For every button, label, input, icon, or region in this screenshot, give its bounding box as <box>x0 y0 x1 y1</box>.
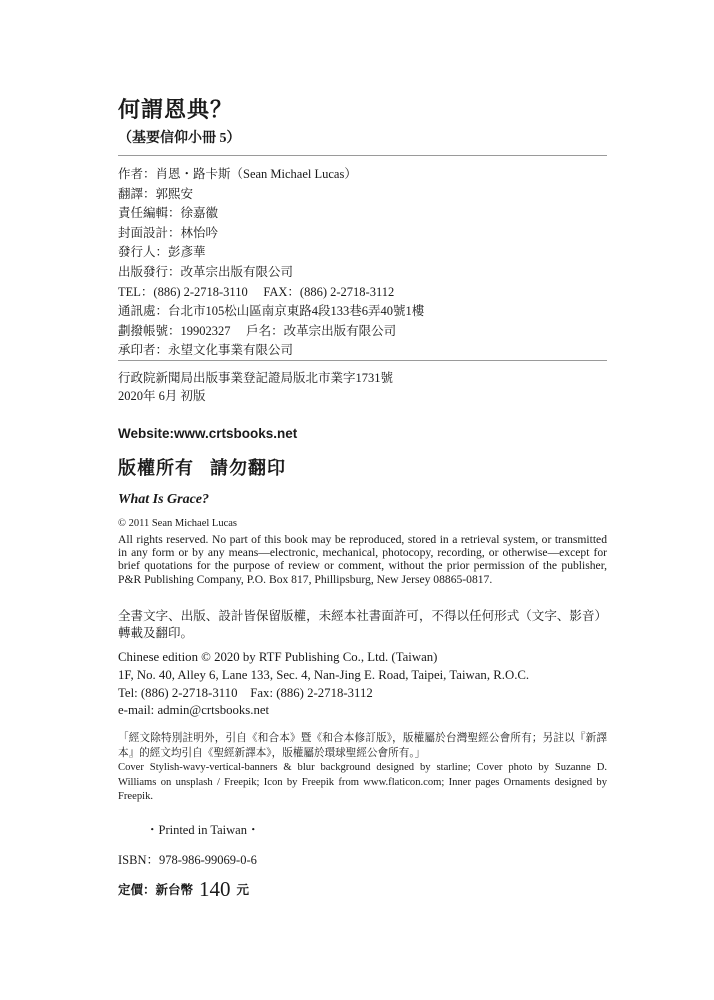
scripture-note: 「經文除特別註明外，引自《和合本》暨《和合本修訂版》，版權屬於台灣聖經公會所有；另註以『新譯本』的經文均引自《聖經新譯本》，版權屬於環球聖經公會所有。」 <box>118 733 607 759</box>
chinese-edition-email[interactable]: e-mail: admin@crtsbooks.net <box>118 703 270 718</box>
registration-license: 行政院新聞局出版事業登記證局版北市業字1731號 <box>118 371 394 385</box>
website-link[interactable]: Website:www.crtsbooks.net <box>118 426 298 441</box>
credit-address: 通訊處：台北市105松山區南京東路4段133巷6弄40號1樓 <box>118 304 425 319</box>
credit-printer: 承印者：永望文化事業有限公司 <box>118 343 294 358</box>
chinese-edition-block <box>118 649 529 720</box>
price-line <box>118 877 249 902</box>
credit-translator: 翻譯：郭熙安 <box>118 186 194 201</box>
price-amount: 140 <box>199 877 231 901</box>
credit-publisher: 出版發行：改革宗出版有限公司 <box>118 264 294 279</box>
divider-top <box>118 155 607 156</box>
isbn-line: ISBN：978-986-99069-0-6 <box>118 853 257 867</box>
rights-left: 版權所有 <box>118 458 194 478</box>
registration-edition: 2020年 6月 初版 <box>118 389 206 403</box>
legal-notice-en: All rights reserved. No part of this book may be reproduced, stored in a retrieval system, or transmitted in any form or by any means—electronic, mechanical, photocopy, recording, or otherwise—except for brief quotations for the purpose of review or comment, without the prior permission of the publisher, P&R Publishing Company, P.O. Box 817, Phillipsburg, New Jersey 08865-0817. <box>118 533 607 586</box>
credit-phone-fax: TEL：(886) 2-2718-3110 FAX：(886) 2-2718-3112 <box>118 284 395 299</box>
book-title: 何謂恩典？ <box>118 97 234 122</box>
chinese-edition-address: 1F, No. 40, Alley 6, Lane 133, Sec. 4, Nan-Jing E. Road, Taipei, Taiwan, R.O.C. <box>118 667 530 682</box>
credit-editor: 責任編輯：徐嘉徽 <box>118 206 219 221</box>
copyright-line: © 2011 Sean Michael Lucas <box>118 518 237 529</box>
chinese-edition-copyright: Chinese edition © 2020 by RTF Publishing Co., Ltd. (Taiwan) <box>118 650 438 664</box>
credits-list <box>118 165 424 361</box>
chinese-edition-phone: Tel: (886) 2-2718-3110 Fax: (886) 2-2718-3112 <box>118 685 373 700</box>
credit-author: 作者：肖恩・路卡斯（Sean Michael Lucas） <box>118 167 357 181</box>
printed-in-taiwan: ・Printed in Taiwan・ <box>146 823 260 837</box>
rights-reserved <box>118 454 286 480</box>
credit-cover-design: 封面設計：林怡吟 <box>118 225 219 240</box>
legal-notice-zh: 全書文字、出版、設計皆保留版權，未經本社書面許可，不得以任何形式（文字、影音）轉載及翻印。 <box>118 609 607 640</box>
credit-postal-account: 劃撥帳號：19902327 戶名：改革宗出版有限公司 <box>118 323 397 338</box>
book-subtitle: （基要信仰小冊 5） <box>118 131 241 146</box>
price-label: 定價：新台幣 <box>118 883 194 897</box>
english-title: What Is Grace? <box>118 492 210 507</box>
price-unit: 元 <box>236 883 250 897</box>
credit-publisher-person: 發行人：彭彥華 <box>118 245 206 260</box>
rights-right: 請勿翻印 <box>210 458 286 478</box>
design-credits-note: Cover Stylish-wavy-vertical-banners & blur background designed by starline; Cover photo by Suzanne D. Williams on unsplash / Freepik; Icon by Freepik from www.flaticon.com; Inner pages Ornaments designed by Freepik. <box>118 762 607 803</box>
registration-block <box>118 369 393 405</box>
notes-block <box>118 732 607 805</box>
divider-middle <box>118 360 607 361</box>
